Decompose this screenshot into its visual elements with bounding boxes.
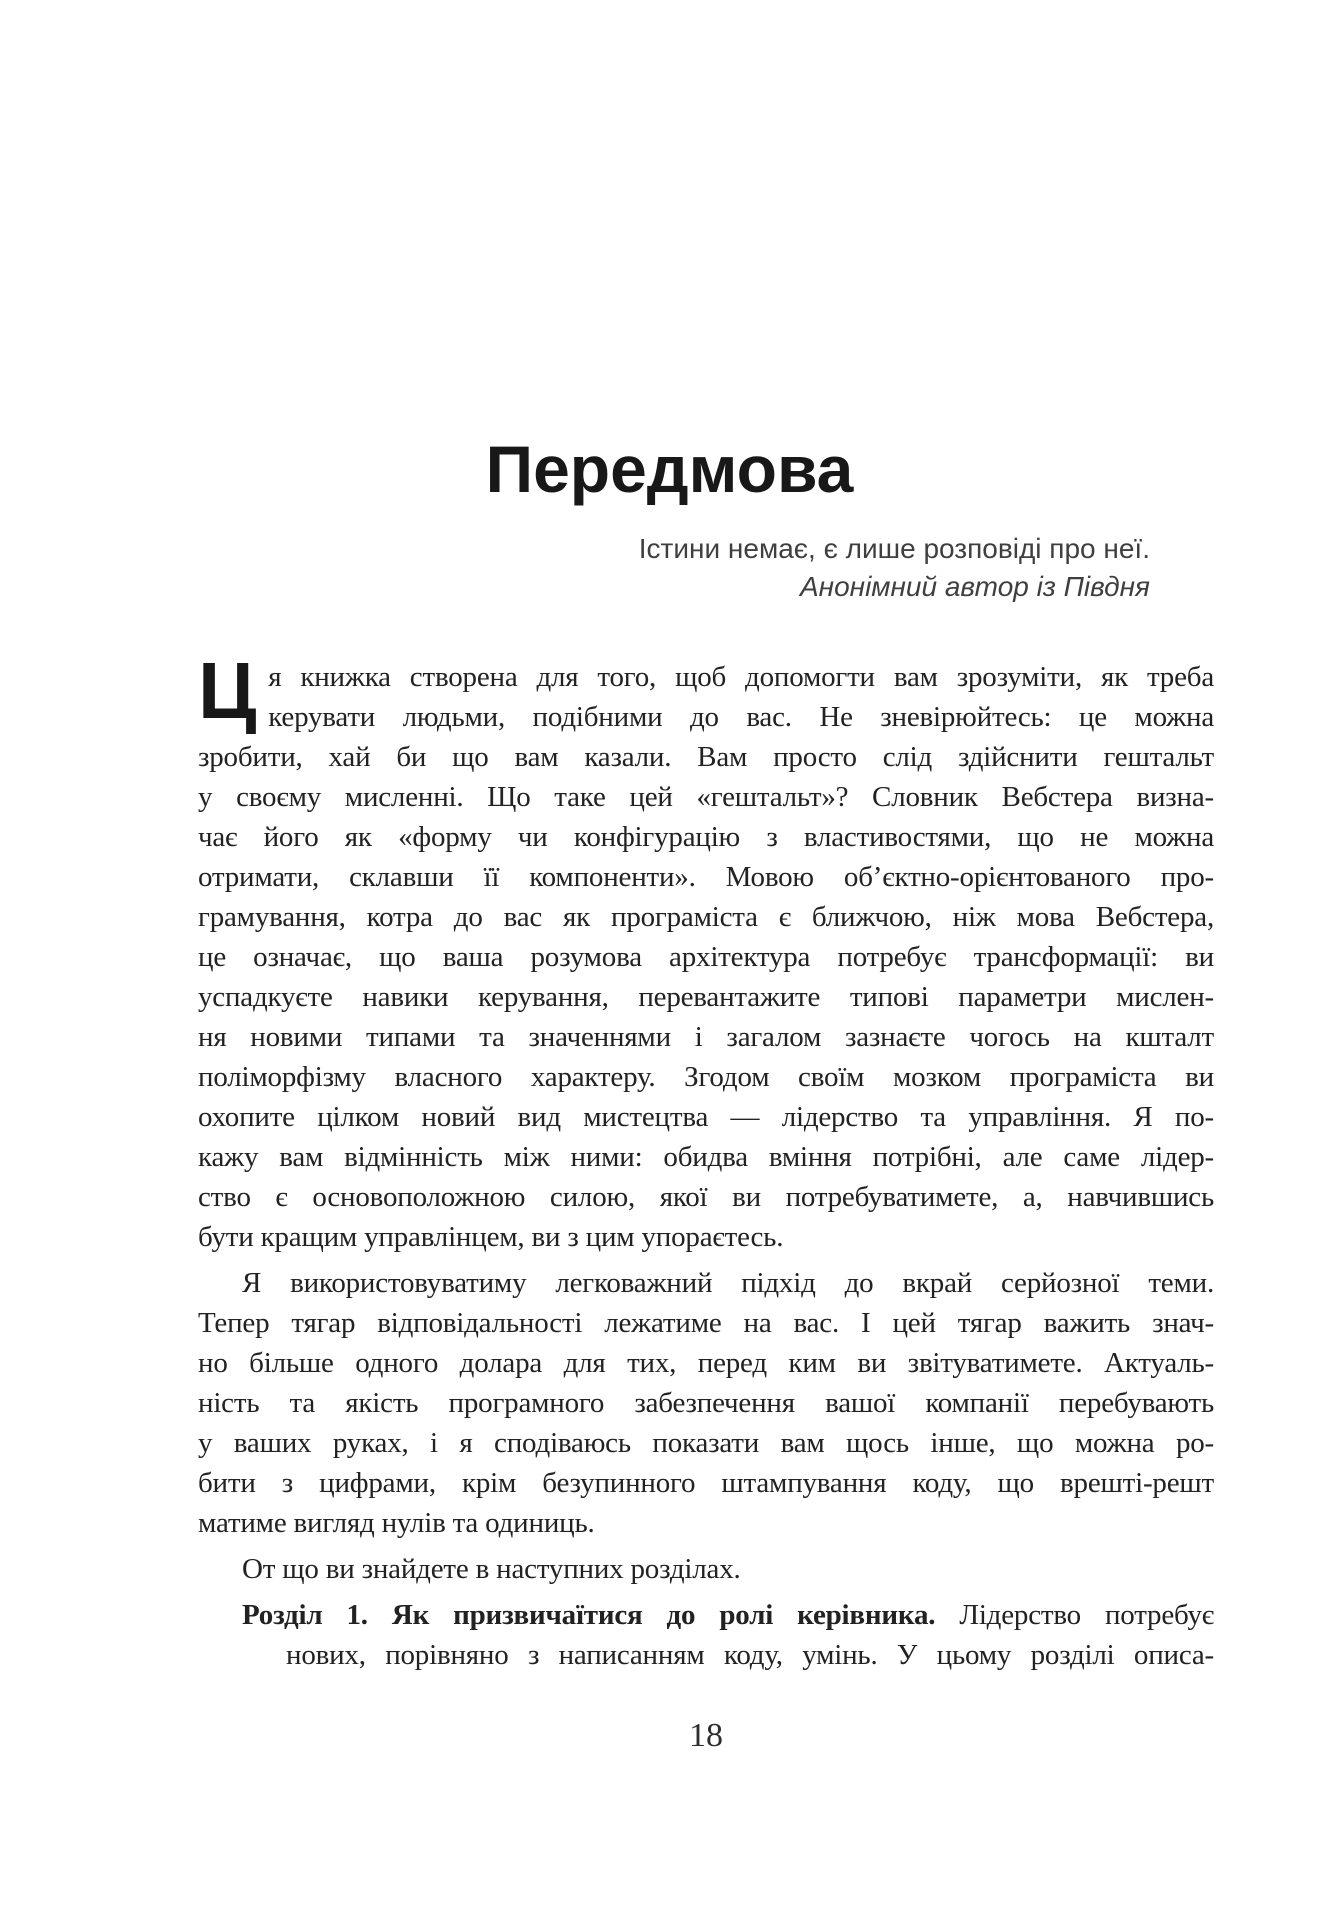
epigraph-attribution: Анонімний автор із Півдня [800,571,1150,602]
paragraph-1 [198,646,1214,1257]
text-line: це означає, що ваша розумова архітектура потребує трансформації: ви [198,941,1214,973]
text-line: ність та якість програмного забезпечення вашої компанії перебувають [198,1387,1214,1419]
text-line: матиме вигляд нулів та одиниць. [198,1507,595,1539]
chapter-lead-rest: Лідерство потребує [935,1599,1215,1631]
text-line: зробити, хай би що вам казали. Вам просто слід здійснити гештальт [198,741,1214,773]
text-line: бути кращим управлінцем, ви з цим упораєтесь. [198,1221,784,1253]
text-line: Я використовуватиму легковажний підхід до вкрай серйозної теми. [242,1267,1214,1299]
text-line: поліморфізму власного характеру. Згодом своїм мозком програміста ви [198,1061,1214,1093]
text-line: охопите цілком новий вид мистецтва — лідерство та управління. Я по- [198,1101,1214,1133]
paragraph-2 [198,1263,1214,1543]
text-line: ство є основоположною силою, якої ви потребуватимете, а, навчившись [198,1181,1214,1213]
text-line: Тепер тягар відповідальності лежатиме на вас. І цей тягар важить знач- [198,1307,1214,1339]
text-line: я книжка створена для того, щоб допомогти вам зрозуміти, як треба [268,661,1214,693]
text-line: нових, порівняно з написанням коду, умінь. У цьому розділі описа- [286,1639,1214,1671]
text-line: у своєму мисленні. Що таке цей «гештальт»? Словник Вебстера визна- [198,781,1214,813]
text-line: бити з цифрами, крім безупинного штампування коду, що врешті-решт [198,1467,1214,1499]
text-line: успадкуєте навики керування, перевантажите типові параметри мислен- [198,981,1214,1013]
page-title: Передмова [485,432,854,507]
drop-cap: Ц [198,646,257,735]
body-text [198,646,1215,1675]
text-line: отримати, склавши її компоненти». Мовою об’єктно-орієнтованого про- [198,861,1214,893]
epigraph [198,530,1150,606]
text-line: ня новими типами та значеннями і загалом зазнаєте чогось на кшталт [198,1021,1214,1053]
page-number: 18 [689,1717,723,1754]
chapter-title-lead: Розділ 1. Як призвичаїтися до ролі керівника. [242,1599,936,1631]
text-line [198,1595,1214,1635]
text-line: От що ви знайдете в наступних розділах. [242,1553,741,1585]
text-line: но більше одного долара для тих, перед ким ви звітуватимете. Актуаль- [198,1347,1214,1379]
epigraph-quote: Істини немає, є лише розповіді про неї. [638,533,1150,564]
paragraph-3 [198,1549,1214,1589]
text-line: у ваших руках, і я сподіваюсь показати вам щось інше, що можна ро- [198,1427,1214,1459]
text-line: грамування, котра до вас як програміста є ближчою, ніж мова Вебстера, [198,901,1214,933]
text-line: кажу вам відмінність між ними: обидва вміння потрібні, але саме лідер- [198,1141,1214,1173]
chapter-summary-item [198,1595,1214,1675]
text-line: чає його як «форму чи конфігурацію з властивостями, що не можна [198,821,1214,853]
text-line: керувати людьми, подібними до вас. Не зневірюйтесь: це можна [268,701,1214,733]
